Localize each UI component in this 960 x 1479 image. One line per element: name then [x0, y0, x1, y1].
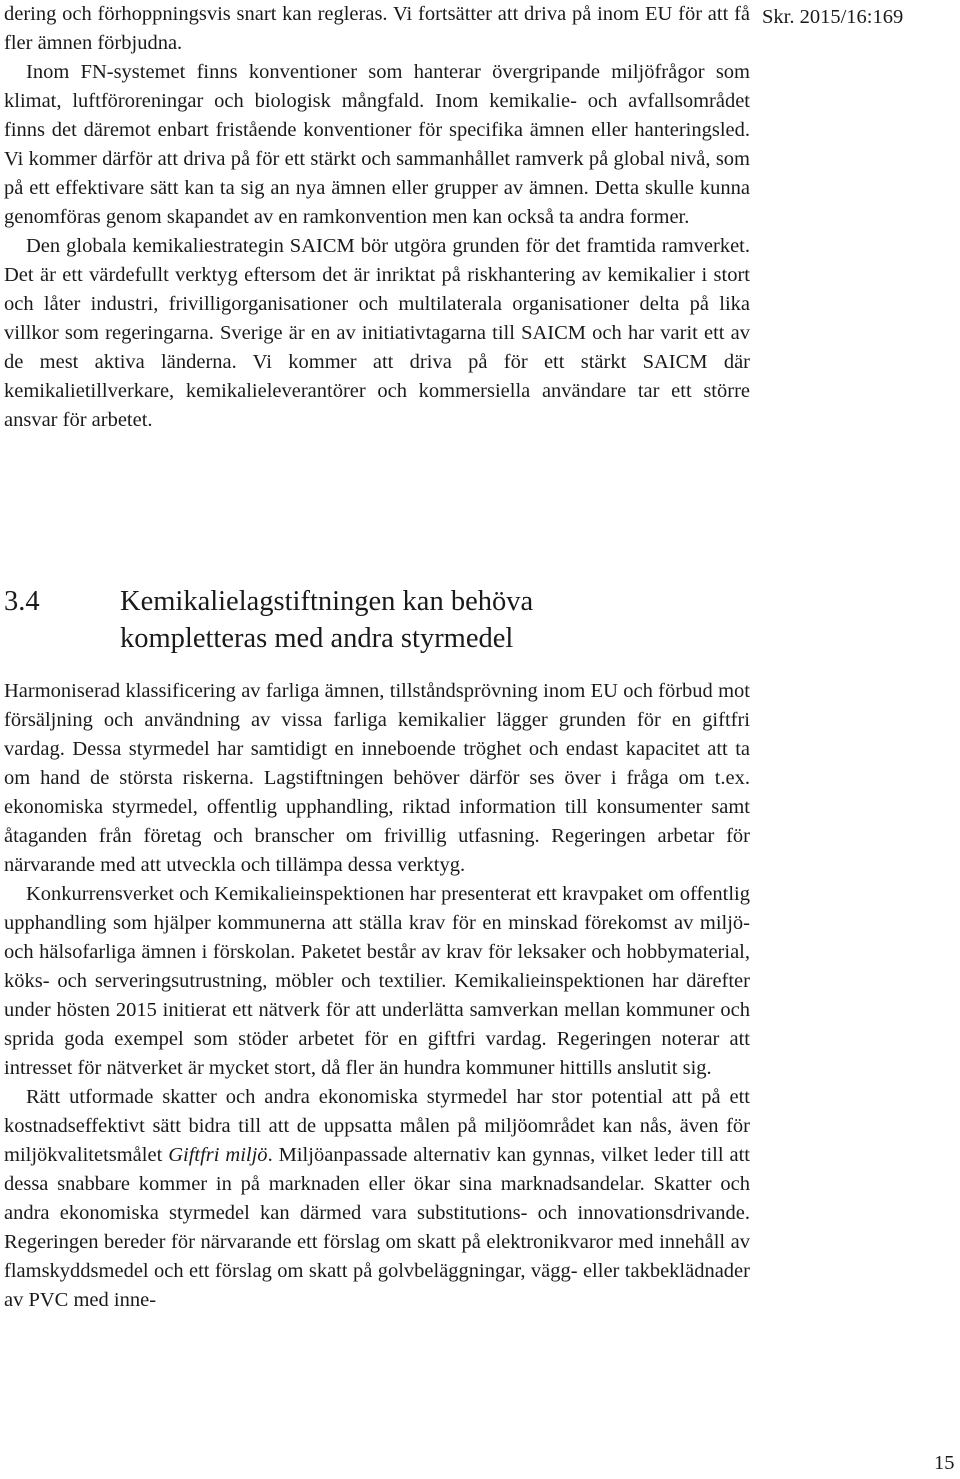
section-number: 3.4	[4, 586, 40, 617]
section-heading	[4, 583, 750, 657]
paragraph-saicm: Den globala kemikaliestrategin SAICM bör utgöra grunden för det framtida ramverket. Det är ett värdefullt verktyg eftersom det är inriktat på riskhantering av kemikalier i stort och låter industri, frivilligorganisationer och multilaterala organisationer delta på lika villkor som regeringarna. Sverige är en av initiativtagarna till SAICM och har varit ett av de mest aktiva länderna. Vi kommer att driva på för ett stärkt SAICM där kemikalietillverkare, kemikalieleverantörer och kommersiella användare tar ett större ansvar för arbetet.	[4, 235, 750, 431]
paragraph-continuation: dering och förhoppningsvis snart kan regleras. Vi fortsätter att driva på inom EU för att få fler ämnen förbjudna.	[4, 3, 750, 54]
section-title-line-2: kompletteras med andra styrmedel	[120, 623, 514, 654]
paragraph-konkurrensverket: Konkurrensverket och Kemikalieinspektionen har presenterat ett kravpaket om offentlig upphandling som hjälper kommunerna att ställa krav för en minskad förekomst av miljö- och hälsofarliga ämnen i förskolan. Paketet består av krav för leksaker och hobbymaterial, köks- och serveringsutrustning, möbler och textilier. Kemikalieinspektionen har därefter under hösten 2015 initierat ett nätverk för att underlätta samverkan mellan kommuner och sprida goda exempel som stöder arbetet för en giftfri vardag. Regeringen noterar att intresset för nätverket är mycket stort, då fler än hundra kommuner hittills anslutit sig.	[4, 883, 750, 1079]
section-title	[120, 583, 750, 657]
bottom-text-block	[4, 677, 750, 1315]
top-text-block	[4, 0, 750, 435]
section-title-line-1: Kemikalielagstiftningen kan behöva	[120, 586, 534, 617]
document-reference: Skr. 2015/16:169	[762, 6, 904, 28]
paragraph-fn-system: Inom FN-systemet finns konventioner som hanterar övergripande miljöfrågor som klimat, luftföroreningar och biologisk mångfald. Inom kemikalie- och avfallsområdet finns det däremot enbart fristående konventioner för specifika ämnen eller hanteringsled. Vi kommer därför att driva på för ett stärkt och sammanhållet ramverk på global nivå, som på ett effektivare sätt kan ta sig an nya ämnen eller grupper av ämnen. Detta skulle kunna genomföras genom skapandet av en ramkonvention men kan också ta andra former.	[4, 61, 750, 228]
paragraph-skatter-part-2: . Miljöanpassade alternativ kan gynnas, vilket leder till att dessa snabbare kommer in på marknaden eller ökar sina marknadsandelar. Skatter och andra ekonomiska styrmedel kan därmed vara substitutions- och innovationsdrivande. Regeringen bereder för närvarande ett förslag om skatt på elektronikvaror med innehåll av flamskyddsmedel och ett förslag om skatt på golvbeläggningar, vägg- eller takbeklädnader av PVC med inne-	[4, 1144, 750, 1311]
paragraph-harmoniserad: Harmoniserad klassificering av farliga ämnen, tillståndsprövning inom EU och förbud mot försäljning och användning av vissa farliga kemikalier lägger grunden för en giftfri vardag. Dessa styrmedel har samtidigt en inneboende tröghet och endast kapacitet att ta om hand de största riskerna. Lagstiftningen behöver därför ses över i fråga om t.ex. ekonomiska styrmedel, offentlig upphandling, riktad information till konsumenter samt åtaganden från företag och branscher om frivillig utfasning. Regeringen arbetar för närvarande med att utveckla och tillämpa dessa verktyg.	[4, 680, 750, 876]
paragraph-skatter	[4, 1083, 750, 1315]
page-number: 15	[934, 1452, 955, 1474]
paragraph-skatter-part-1: Rätt utformade skatter och andra ekonomiska styrmedel har stor potential att på ett kostnadseffektivt sätt bidra till att de uppsatta målen på miljöområdet kan nås, även för miljökvalitetsmålet	[4, 1086, 750, 1166]
goal-name-italic: Giftfri miljö	[168, 1144, 268, 1166]
